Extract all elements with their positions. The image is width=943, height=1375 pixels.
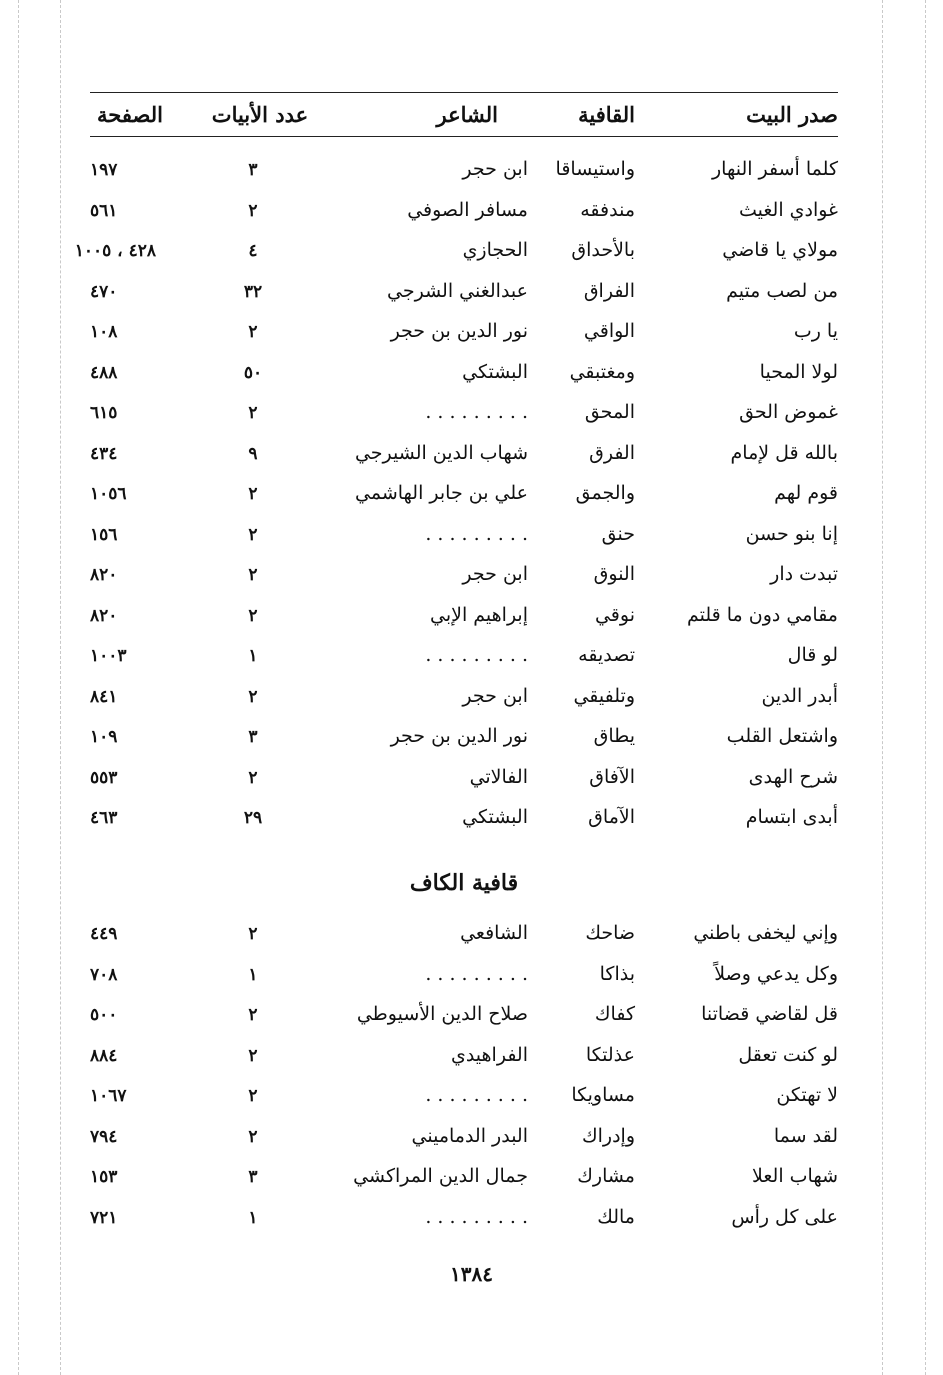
section-title: قافية الكاف xyxy=(409,870,519,896)
verse-cell: غوادي الغيث xyxy=(738,198,838,221)
top-rule xyxy=(90,92,838,93)
table-row xyxy=(90,395,838,436)
verse-count-cell: ٢ xyxy=(248,605,258,626)
poet-cell: نور الدين بن حجر xyxy=(390,320,528,342)
page-number: ١٣٨٤ xyxy=(450,1262,493,1286)
table-row xyxy=(90,193,838,234)
table-row xyxy=(74,233,838,274)
page-ref-cell: ١٠٩ xyxy=(90,727,118,747)
page-ref-cell: ٤٣٤ xyxy=(90,443,118,464)
table-row xyxy=(90,957,838,998)
rhyme-cell: الواقي xyxy=(583,320,635,342)
table-row xyxy=(90,1078,838,1119)
table-row xyxy=(90,476,838,517)
poet-cell: الشافعي xyxy=(460,922,528,944)
verse-cell: لولا المحيا xyxy=(759,360,838,383)
verse-count-cell: ٢ xyxy=(248,403,258,423)
poet-cell: عبدالغني الشرجي xyxy=(387,279,528,302)
verse-cell: من لصب متيم xyxy=(726,279,838,302)
poet-cell: البشتكي xyxy=(462,806,528,828)
page-ref-cell: ٧٩٤ xyxy=(90,1126,118,1147)
poet-cell: الفراهيدي xyxy=(450,1043,528,1066)
page-ref-cell: ٧٢١ xyxy=(90,1207,118,1228)
rhyme-cell: بالأحداق xyxy=(571,239,635,261)
poet-cell: البدر الدماميني xyxy=(411,1124,528,1147)
rhyme-cell: ضاحك xyxy=(585,922,635,944)
rhyme-cell: الفراق xyxy=(583,279,635,302)
margin-guide xyxy=(60,0,61,1375)
page-ref-cell: ١٠٠٣ xyxy=(90,646,127,666)
verse-count-cell: ١ xyxy=(248,1207,258,1228)
page-ref-cell: ٨٨٤ xyxy=(90,1045,118,1066)
verse-cell: يا رب xyxy=(793,320,838,342)
table-row xyxy=(90,355,838,396)
verse-count-cell: ٢ xyxy=(248,1126,258,1147)
rhyme-cell: مالك xyxy=(597,1205,635,1228)
page-ref-cell: ٨٢٠ xyxy=(90,565,118,585)
verse-count-cell: ٣ xyxy=(248,1167,258,1187)
rhyme-cell: مساويكا xyxy=(571,1084,635,1106)
poet-cell: علي بن جابر الهاشمي xyxy=(355,482,528,504)
verse-cell: مولاي يا قاضي xyxy=(722,239,838,261)
poet-cell: . . . . . . . . . xyxy=(425,962,528,985)
verse-cell: مقامي دون ما قلتم xyxy=(686,603,838,626)
table-row xyxy=(90,997,838,1038)
rhyme-cell: حنق xyxy=(601,522,635,545)
verse-cell: وكل يدعي وصلاً xyxy=(714,962,838,985)
rhyme-cell: مشارك xyxy=(577,1165,635,1187)
poet-cell: نور الدين بن حجر xyxy=(390,725,528,747)
page-ref-cell: ٦١٥ xyxy=(90,403,118,423)
verse-cell: كلما أسفر النهار xyxy=(711,158,838,180)
verse-cell: لو قال xyxy=(787,644,838,666)
poet-cell: صلاح الدين الأسيوطي xyxy=(356,1003,528,1025)
page-ref-cell: ١٩٧ xyxy=(90,160,118,180)
verse-count-cell: ٢٩ xyxy=(243,808,263,828)
rhyme-cell: وإدراك xyxy=(581,1124,635,1147)
page-ref-cell: ١٥٣ xyxy=(90,1167,118,1187)
page-ref-cell: ٤٢٨ ، ١٠٠٥ xyxy=(74,241,156,261)
rhyme-cell: يطاق xyxy=(593,725,635,747)
verse-cell: تبدت دار xyxy=(770,563,838,585)
rhyme-cell: وتلفيقي xyxy=(573,684,635,707)
table-body-kaf xyxy=(90,916,838,1240)
poet-cell: مسافر الصوفي xyxy=(407,198,528,221)
verse-cell: لا تهتكن xyxy=(776,1084,838,1106)
poet-cell: جمال الدين المراكشي xyxy=(353,1165,528,1187)
table-row xyxy=(90,916,838,957)
rhyme-cell: عذلتكا xyxy=(585,1043,635,1066)
verse-count-cell: ١ xyxy=(248,964,258,985)
rhyme-cell: بذاكا xyxy=(599,962,635,985)
poet-cell: . . . . . . . . . xyxy=(425,1084,528,1106)
rhyme-cell: المحق xyxy=(584,401,635,423)
rhyme-cell: تصديقه xyxy=(578,644,635,666)
poet-cell: ابن حجر xyxy=(462,158,528,180)
poet-cell: . . . . . . . . . xyxy=(425,1205,528,1228)
table-row xyxy=(90,638,838,679)
poet-cell: البشتكي xyxy=(462,360,528,383)
header-page: الصفحة xyxy=(97,102,163,127)
table-row xyxy=(90,517,838,558)
rhyme-cell: الآماق xyxy=(588,806,635,828)
table-row xyxy=(90,1159,838,1200)
verse-count-cell: ٢ xyxy=(248,1045,258,1066)
poet-cell: شهاب الدين الشيرجي xyxy=(354,441,528,464)
poet-cell: ابن حجر xyxy=(462,563,528,585)
verse-count-cell: ٢ xyxy=(248,924,258,944)
verse-count-cell: ٢ xyxy=(248,200,258,221)
page-ref-cell: ٤٧٠ xyxy=(90,281,118,302)
verse-cell: بالله قل لإمام xyxy=(730,441,838,464)
margin-guide xyxy=(882,0,883,1375)
page-ref-cell: ١٠٦٧ xyxy=(90,1086,127,1106)
rhyme-cell: والجمق xyxy=(575,482,635,504)
table-row xyxy=(90,152,838,193)
page-ref-cell: ١٠٨ xyxy=(90,322,118,342)
verse-count-cell: ٢ xyxy=(248,565,258,585)
page-ref-cell: ٤٦٣ xyxy=(90,808,118,828)
table-row xyxy=(90,557,838,598)
verse-cell: أبدر الدين xyxy=(761,684,838,707)
verse-count-cell: ٢ xyxy=(248,1005,258,1025)
verse-cell: واشتعل القلب xyxy=(726,725,838,747)
table-row xyxy=(90,800,838,841)
page-ref-cell: ٨٢٠ xyxy=(90,605,118,626)
page-ref-cell: ٤٨٨ xyxy=(90,362,118,383)
table-row xyxy=(90,598,838,639)
table-row xyxy=(90,1200,838,1241)
table-row xyxy=(90,760,838,801)
verse-count-cell: ٥٠ xyxy=(243,362,263,383)
rhyme-cell: نوقي xyxy=(594,603,635,626)
rhyme-cell: ومغتبقي xyxy=(569,360,635,383)
header-poet: الشاعر xyxy=(436,102,498,127)
table-row xyxy=(90,314,838,355)
poet-cell: . . . . . . . . . xyxy=(425,401,528,423)
verse-cell: شرح الهدى xyxy=(748,765,838,788)
verse-cell: قوم لهم xyxy=(774,482,838,504)
header-rhyme: القافية xyxy=(578,102,635,127)
rhyme-cell: مندفقه xyxy=(580,198,635,221)
verse-count-cell: ٢ xyxy=(248,524,258,545)
header-verse: صدر البيت xyxy=(746,102,838,127)
table-row xyxy=(90,436,838,477)
verse-count-cell: ٢ xyxy=(248,686,258,707)
page-ref-cell: ٥٥٣ xyxy=(90,767,118,788)
verse-count-cell: ٣ xyxy=(248,727,258,747)
verse-count-cell: ٢ xyxy=(248,484,258,504)
poet-cell: ابن حجر xyxy=(462,684,528,707)
page-ref-cell: ١٠٥٦ xyxy=(90,484,127,504)
table-row xyxy=(90,679,838,720)
header-count: عدد الأبيات xyxy=(211,102,309,127)
table-body-qaf xyxy=(74,152,838,841)
verse-count-cell: ٢ xyxy=(248,767,258,788)
page-ref-cell: ١٥٦ xyxy=(90,524,118,545)
verse-count-cell: ٩ xyxy=(248,443,258,464)
rhyme-cell: النوق xyxy=(593,563,635,585)
table-row xyxy=(90,1119,838,1160)
verse-cell: لو كنت تعقل xyxy=(738,1043,838,1066)
verse-cell: شهاب العلا xyxy=(752,1165,838,1187)
verse-cell: غموض الحق xyxy=(739,401,838,423)
table-row xyxy=(90,1038,838,1079)
table-header xyxy=(90,94,838,137)
verse-count-cell: ٤ xyxy=(248,241,258,261)
margin-guide xyxy=(925,0,926,1375)
verse-cell: وإني ليخفى باطني xyxy=(693,922,838,944)
margin-guide xyxy=(18,0,19,1375)
verse-count-cell: ٣٢ xyxy=(243,281,263,302)
verse-count-cell: ٣ xyxy=(248,160,258,180)
page-ref-cell: ٤٤٩ xyxy=(90,924,118,944)
poet-cell: الحجازي xyxy=(462,239,528,261)
verse-cell: إنا بنو حسن xyxy=(745,522,838,545)
rhyme-cell: واستيساقا xyxy=(555,158,635,180)
table-row xyxy=(90,274,838,315)
poet-cell: الفالاتي xyxy=(469,765,528,788)
page-ref-cell: ٨٤١ xyxy=(90,686,118,707)
rhyme-cell: الآفاق xyxy=(589,765,635,788)
verse-cell: على كل رأس xyxy=(731,1205,838,1228)
page-ref-cell: ٧٠٨ xyxy=(90,964,118,985)
verse-cell: قل لقاضي قضاتنا xyxy=(701,1003,838,1025)
verse-cell: أبدى ابتسام xyxy=(745,806,838,828)
poet-cell: . . . . . . . . . xyxy=(425,522,528,545)
page-ref-cell: ٥٠٠ xyxy=(90,1005,118,1025)
verse-count-cell: ١ xyxy=(248,646,258,666)
rhyme-cell: الفرق xyxy=(589,441,635,464)
page-ref-cell: ٥٦١ xyxy=(90,200,118,221)
rhyme-cell: كفاك xyxy=(594,1003,635,1025)
verse-count-cell: ٢ xyxy=(248,322,258,342)
table-row xyxy=(90,719,838,760)
poet-cell: . . . . . . . . . xyxy=(425,644,528,666)
verse-cell: لقد سما xyxy=(773,1124,838,1147)
poet-cell: إبراهيم الإبي xyxy=(429,603,528,626)
verse-count-cell: ٢ xyxy=(248,1086,258,1106)
